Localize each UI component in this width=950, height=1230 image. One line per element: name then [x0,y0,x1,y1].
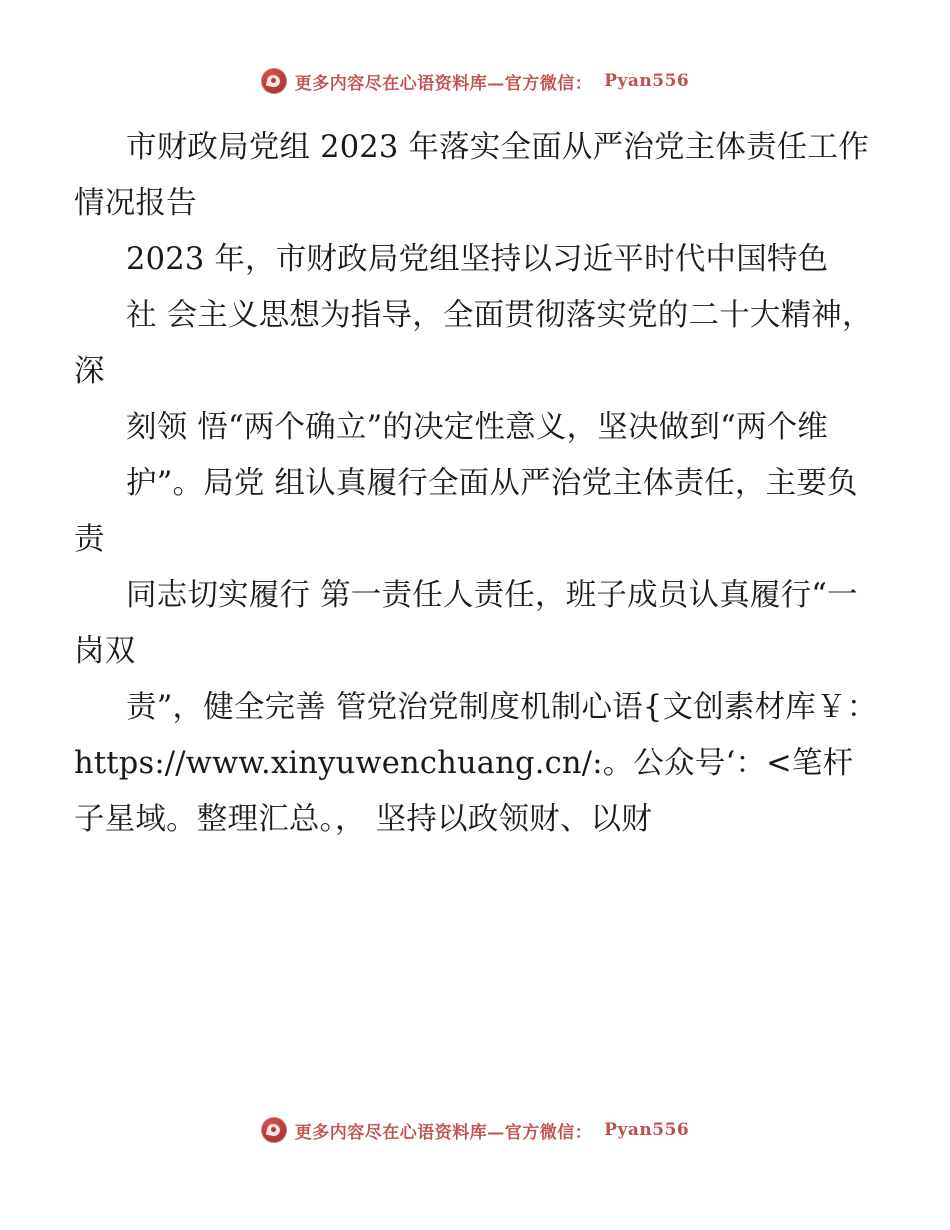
paragraph-5: 同志切实履行 第一责任人责任，班子成员认真履行“一岗双 [74,578,858,669]
watermark-bottom-account: Pyan556 [604,1120,690,1140]
watermark-top [0,68,950,94]
document-title: 市财政局党组 2023 年落实全面从严治党主体责任工作情况报告 [74,130,869,221]
watermark-top-text: 更多内容尽在心语资料库—官方微信： [294,73,593,94]
watermark-top-account: Pyan556 [604,71,690,91]
circle-seal-icon [261,1117,287,1143]
watermark-bottom-text: 更多内容尽在心语资料库—官方微信： [294,1122,593,1143]
paragraph-6: 责”，健全完善 管党治党制度机制心语{文创素材库￥：https://www.xinyuwenchuang.cn/:。公众号‘：<笔杆子星域。整理汇总。， 坚持以政领财、以财 [74,690,878,837]
watermark-bottom [0,1117,950,1143]
circle-seal-icon [261,68,287,94]
paragraph-3: 刻领 悟“两个确立”的决定性意义，坚决做到“两个维 [126,410,828,445]
paragraph-2: 社 会主义思想为指导，全面贯彻落实党的二十大精神，深 [74,298,873,389]
document-content [74,120,882,848]
paragraph-1: 2023 年，市财政局党组坚持以习近平时代中国特色 [126,242,829,277]
paragraph-4: 护”。局党 组认真履行全面从严治党主体责任，主要负责 [74,466,858,557]
